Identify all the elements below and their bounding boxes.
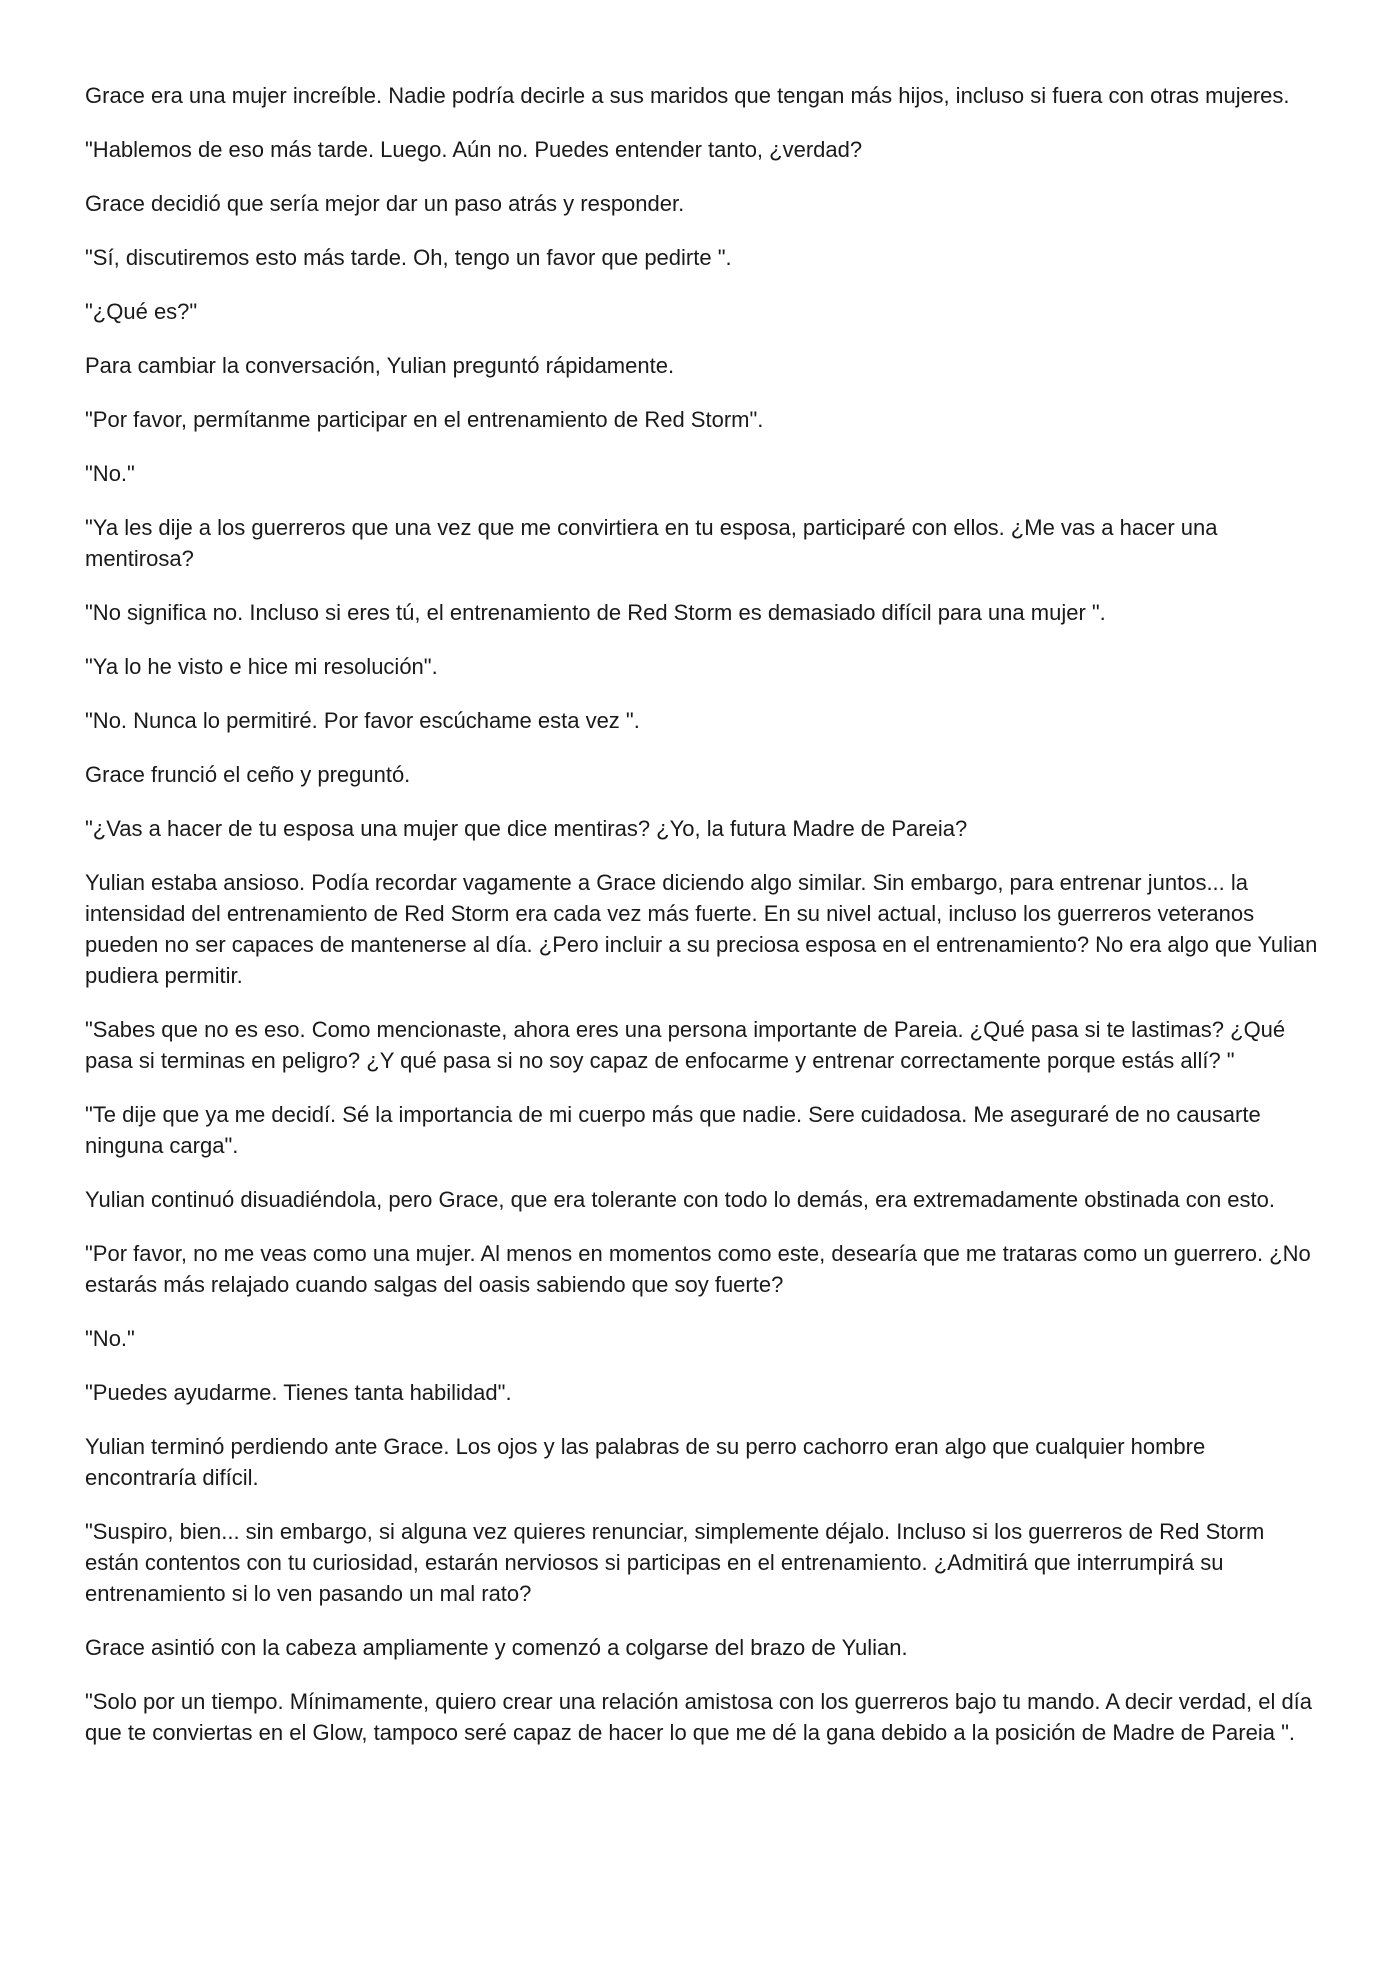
paragraph: "Ya les dije a los guerreros que una vez que me convirtiera en tu esposa, participaré con ellos. ¿Me vas a hacer una mentirosa? [85, 515, 1218, 571]
paragraph: "No." [85, 461, 135, 486]
paragraph: Yulian continuó disuadiéndola, pero Grace, que era tolerante con todo lo demás, era extremadamente obstinada con esto. [85, 1187, 1275, 1212]
paragraph: "Suspiro, bien... sin embargo, si alguna vez quieres renunciar, simplemente déjalo. Incluso si los guerreros de Red Storm están contentos con tu curiosidad, estarán nerviosos si participas en el entrenamiento. ¿Admitirá que interrumpirá su entrenamiento si lo ven pasando un mal rato? [85, 1519, 1265, 1606]
paragraph: "Puedes ayudarme. Tienes tanta habilidad". [85, 1380, 512, 1405]
paragraph: "Sabes que no es eso. Como mencionaste, ahora eres una persona importante de Pareia. ¿Qué pasa si te lastimas? ¿Qué pasa si terminas en peligro? ¿Y qué pasa si no soy capaz de enfocarme y entrenar correctamente porque estás allí? " [85, 1017, 1286, 1073]
paragraph: Grace asintió con la cabeza ampliamente y comenzó a colgarse del brazo de Yulian. [85, 1635, 908, 1660]
paragraph: "¿Qué es?" [85, 299, 198, 324]
paragraph: "Solo por un tiempo. Mínimamente, quiero crear una relación amistosa con los guerreros bajo tu mando. A decir verdad, el día que te conviertas en el Glow, tampoco seré capaz de hacer lo que me dé la gana debido a la posición de Madre de Pareia ". [85, 1689, 1313, 1745]
paragraph: "Por favor, no me veas como una mujer. Al menos en momentos como este, desearía que me trataras como un guerrero. ¿No estarás más relajado cuando salgas del oasis sabiendo que soy fuerte? [85, 1241, 1311, 1297]
paragraph: "No." [85, 1326, 135, 1351]
paragraph: "Ya lo he visto e hice mi resolución". [85, 654, 438, 679]
document-page [85, 80, 1320, 1771]
paragraph: Grace frunció el ceño y preguntó. [85, 762, 411, 787]
paragraph: Grace era una mujer increíble. Nadie podría decirle a sus maridos que tengan más hijos, incluso si fuera con otras mujeres. [85, 83, 1290, 108]
paragraph: Yulian terminó perdiendo ante Grace. Los ojos y las palabras de su perro cachorro eran algo que cualquier hombre encontraría difícil. [85, 1434, 1206, 1490]
paragraph: "Por favor, permítanme participar en el entrenamiento de Red Storm". [85, 407, 764, 432]
paragraph: Grace decidió que sería mejor dar un paso atrás y responder. [85, 191, 685, 216]
paragraph: Para cambiar la conversación, Yulian preguntó rápidamente. [85, 353, 675, 378]
paragraph: Yulian estaba ansioso. Podía recordar vagamente a Grace diciendo algo similar. Sin embargo, para entrenar juntos... la intensidad del entrenamiento de Red Storm era cada vez más fuerte. En su nivel actual, incluso los guerreros veteranos pueden no ser capaces de mantenerse al día. ¿Pero incluir a su preciosa esposa en el entrenamiento? No era algo que Yulian pudiera permitir. [85, 870, 1318, 988]
paragraph: "Te dije que ya me decidí. Sé la importancia de mi cuerpo más que nadie. Sere cuidadosa. Me aseguraré de no causarte ninguna carga". [85, 1102, 1261, 1158]
paragraph: "¿Vas a hacer de tu esposa una mujer que dice mentiras? ¿Yo, la futura Madre de Pareia? [85, 816, 968, 841]
paragraph: "No significa no. Incluso si eres tú, el entrenamiento de Red Storm es demasiado difícil para una mujer ". [85, 600, 1106, 625]
paragraph: "Hablemos de eso más tarde. Luego. Aún no. Puedes entender tanto, ¿verdad? [85, 137, 863, 162]
paragraph: "No. Nunca lo permitiré. Por favor escúchame esta vez ". [85, 708, 640, 733]
paragraph: "Sí, discutiremos esto más tarde. Oh, tengo un favor que pedirte ". [85, 245, 732, 270]
